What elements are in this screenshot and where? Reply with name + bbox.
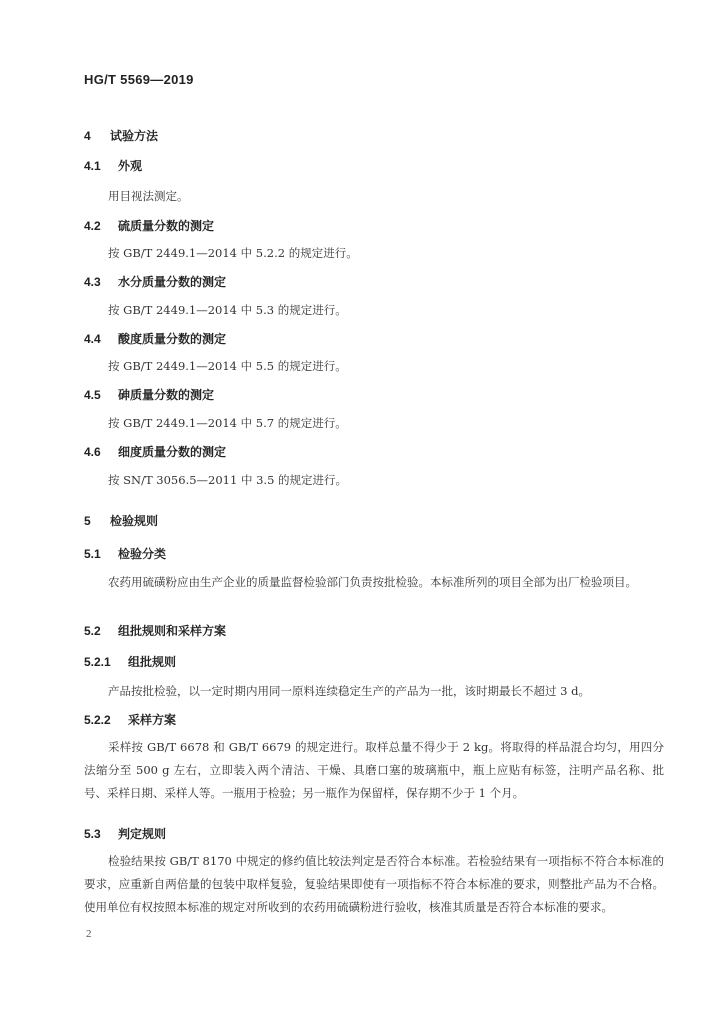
section-body-5-2-2: 采样按 GB/T 6678 和 GB/T 6679 的规定进行。取样总量不得少于 2 kg。将取得的样品混合均匀，用四分法缩分至 500 g 左右，立即装入两个清洁、干燥、具磨口塞的玻璃瓶中，瓶上应贴有标签，注明产品名称、批号、采样日期、采样人等。一瓶用于检验；另一瓶作为保留样，保存期不少于 1 个月。 — [84, 740, 664, 800]
section-heading-5-2 — [84, 622, 226, 639]
section-heading-4-5 — [84, 386, 214, 403]
section-number: 5.2 — [84, 624, 101, 638]
section-title: 砷质量分数的测定 — [118, 388, 215, 402]
section-body-4-6: 按 SN/T 3056.5—2011 中 3.5 的规定进行。 — [108, 473, 348, 487]
section-number: 4.2 — [84, 219, 101, 233]
section-heading-5-2-1 — [84, 653, 176, 670]
section-title: 检验分类 — [118, 547, 167, 561]
section-body-5-2-1: 产品按批检验，以一定时期内用同一原料连续稳定生产的产品为一批，该时期最长不超过 3 d。 — [108, 684, 590, 698]
section-title: 细度质量分数的测定 — [118, 445, 227, 459]
section-heading-5-3 — [84, 825, 166, 842]
section-title: 酸度质量分数的测定 — [118, 332, 227, 346]
section-number: 5 — [84, 514, 91, 528]
section-number: 4.6 — [84, 445, 101, 459]
section-body-5-3: 检验结果按 GB/T 8170 中规定的修约值比较法判定是否符合本标准。若检验结果有一项指标不符合本标准的要求，应重新自两倍量的包装中取样复验，复验结果即使有一项指标不符合本标准的要求，则整批产品为不合格。使用单位有权按照本标准的规定对所收到的农药用硫磺粉进行验收，核准其质量是否符合本标准的要求。 — [84, 854, 664, 914]
section-number: 4.5 — [84, 388, 101, 402]
section-body-4-5: 按 GB/T 2449.1—2014 中 5.7 的规定进行。 — [108, 416, 347, 430]
section-title: 组批规则 — [128, 655, 177, 669]
section-title: 组批规则和采样方案 — [118, 624, 227, 638]
section-heading-5-2-2 — [84, 711, 176, 728]
section-body-4-3: 按 GB/T 2449.1—2014 中 5.3 的规定进行。 — [108, 303, 347, 317]
section-title: 采样方案 — [128, 713, 177, 727]
section-number: 5.3 — [84, 827, 101, 841]
section-body-4-1: 用目视法测定。 — [108, 189, 189, 203]
section-number: 5.2.1 — [84, 655, 111, 669]
section-heading-4-2 — [84, 217, 214, 234]
section-number: 4.4 — [84, 332, 101, 346]
page-number: 2 — [86, 928, 92, 940]
section-heading-4 — [84, 127, 158, 144]
section-title: 试验方法 — [110, 129, 159, 143]
section-heading-5 — [84, 512, 158, 529]
section-heading-4-3 — [84, 273, 226, 290]
section-number: 4.3 — [84, 275, 101, 289]
section-heading-5-1 — [84, 545, 166, 562]
section-number: 4 — [84, 129, 91, 143]
section-title: 外观 — [118, 159, 143, 173]
section-number: 5.1 — [84, 547, 101, 561]
section-number: 5.2.2 — [84, 713, 111, 727]
section-title: 判定规则 — [118, 827, 167, 841]
section-heading-4-6 — [84, 443, 226, 460]
section-heading-4-1 — [84, 157, 142, 174]
section-title: 检验规则 — [110, 514, 159, 528]
section-body-5-1: 农药用硫磺粉应由生产企业的质量监督检验部门负责按批检验。本标准所列的项目全部为出厂检验项目。 — [108, 575, 637, 589]
section-title: 水分质量分数的测定 — [118, 275, 227, 289]
standard-code: HG/T 5569—2019 — [84, 72, 194, 87]
section-body-4-2: 按 GB/T 2449.1—2014 中 5.2.2 的规定进行。 — [108, 246, 358, 260]
section-heading-4-4 — [84, 330, 226, 347]
section-number: 4.1 — [84, 159, 101, 173]
section-title: 硫质量分数的测定 — [118, 219, 215, 233]
section-body-4-4: 按 GB/T 2449.1—2014 中 5.5 的规定进行。 — [108, 359, 347, 373]
